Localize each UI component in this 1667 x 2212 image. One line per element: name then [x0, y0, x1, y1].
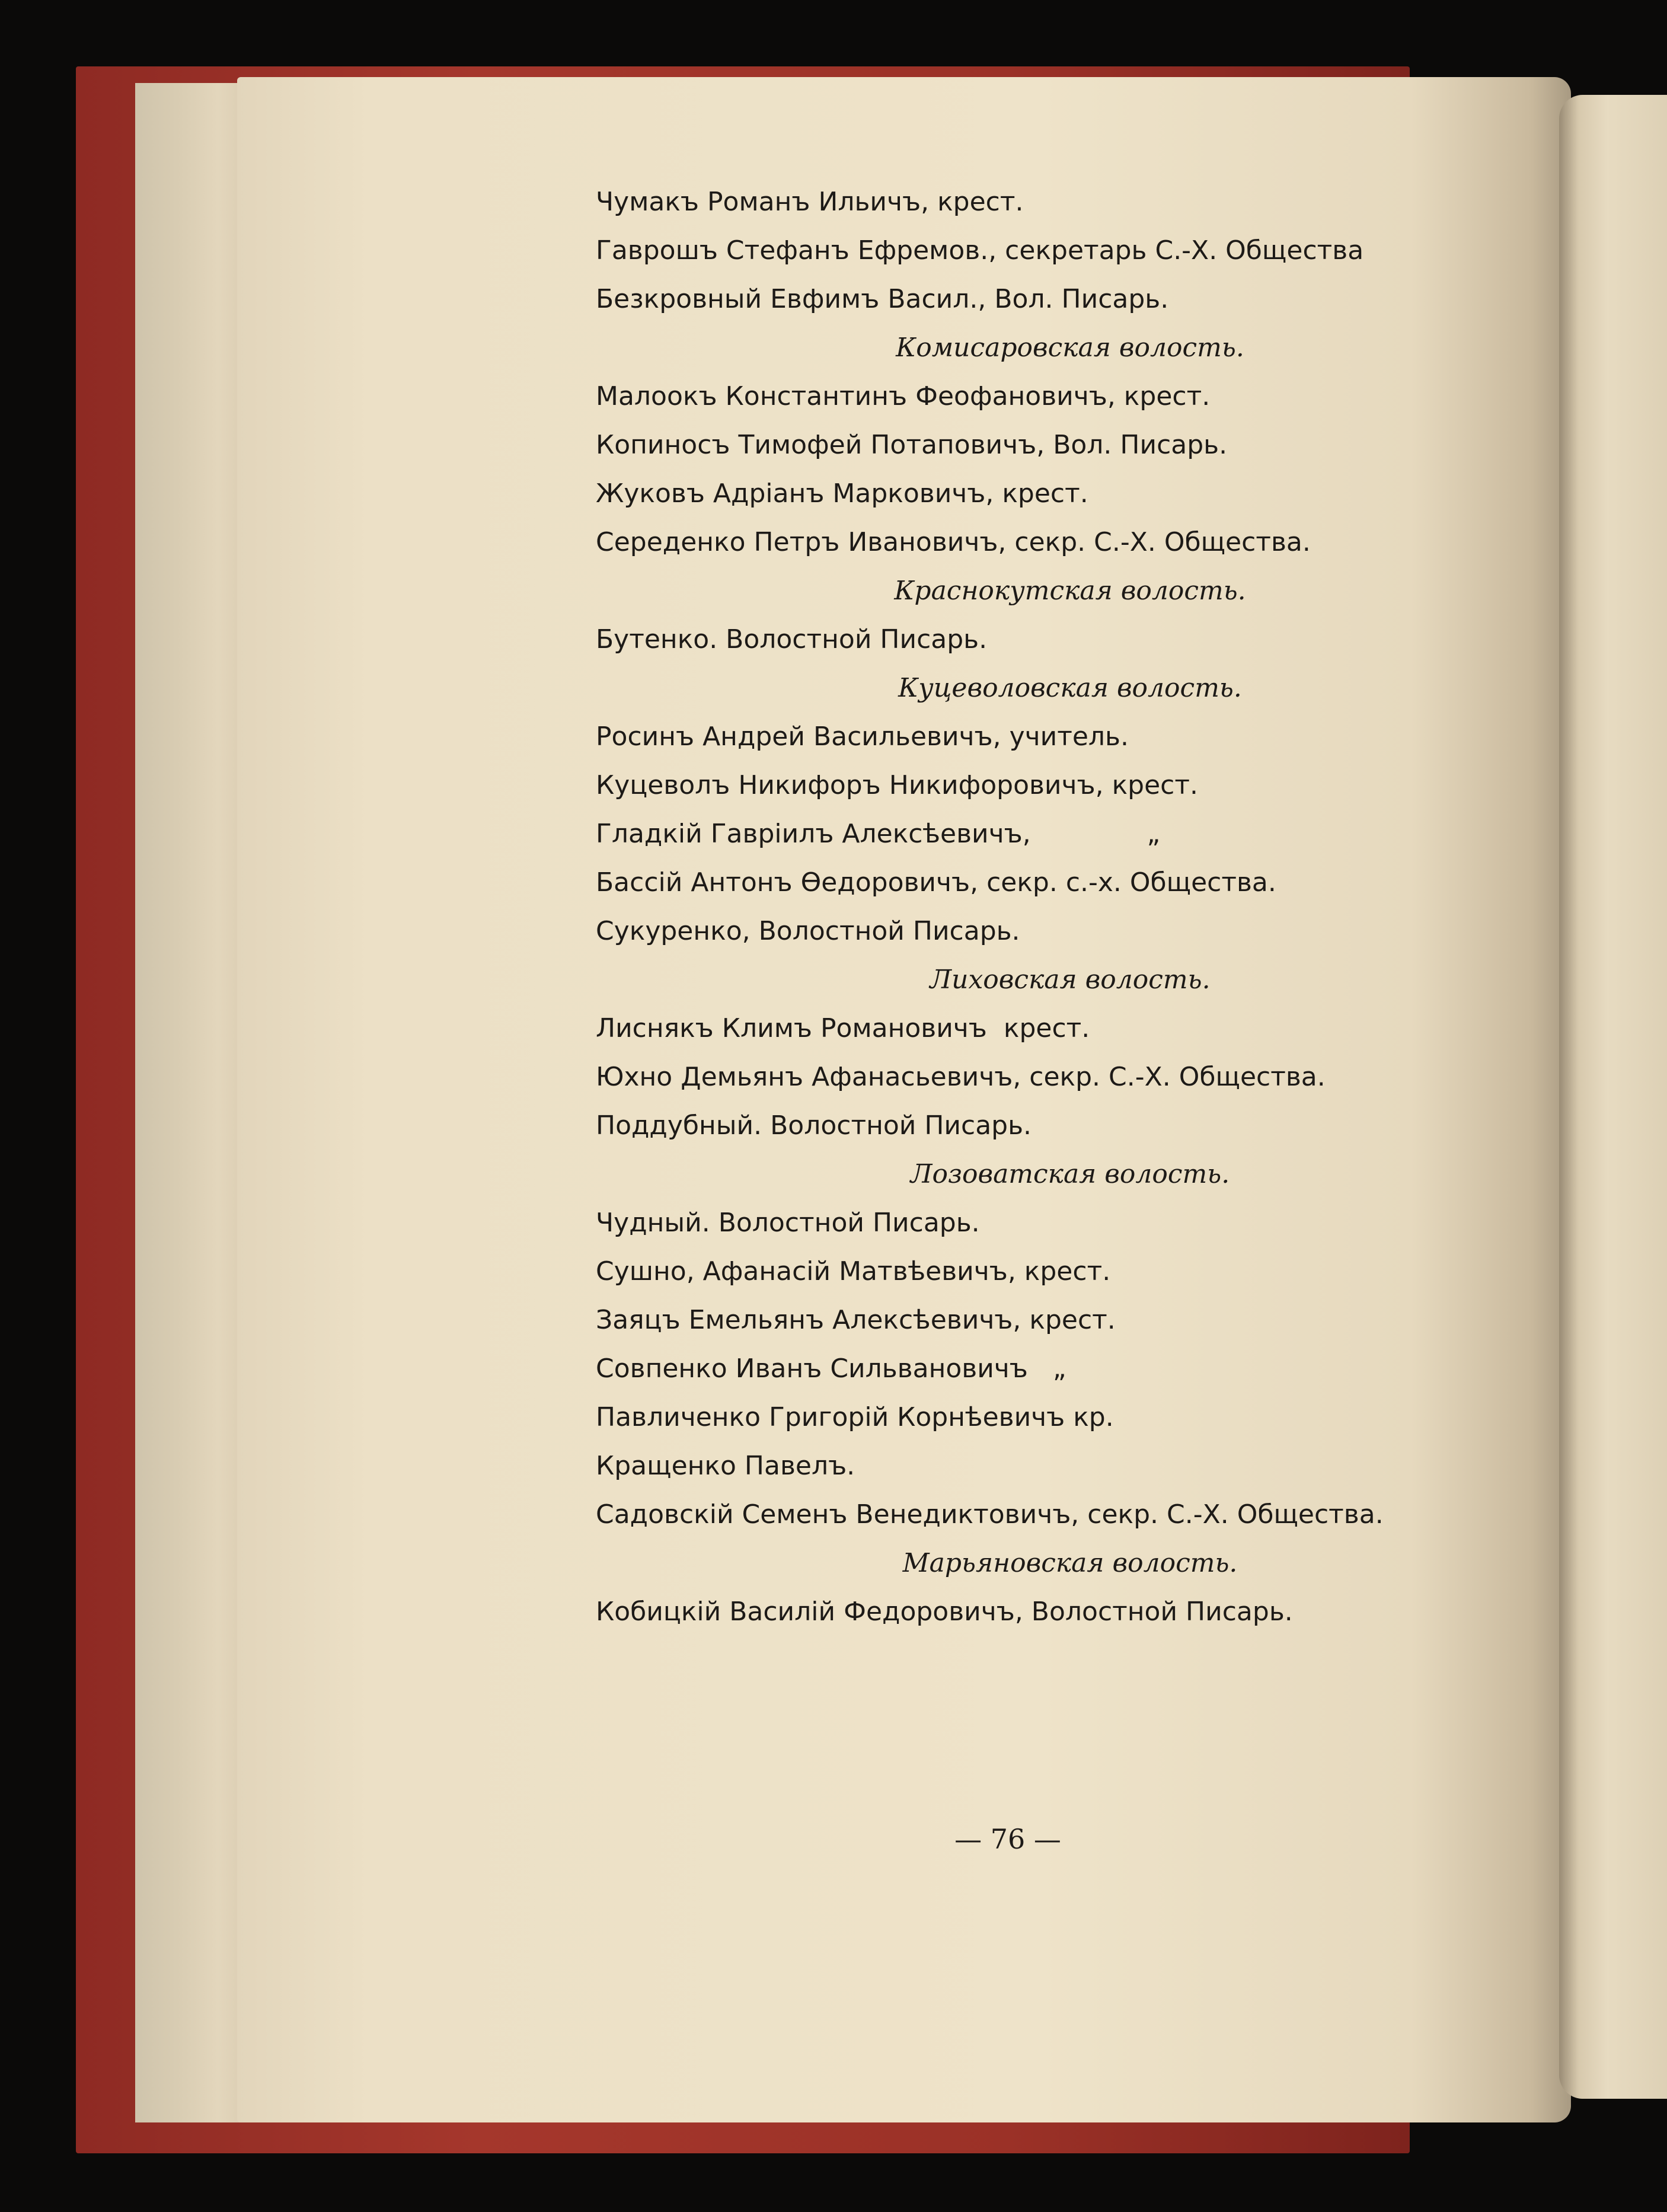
- list-entry: Заяцъ Емельянъ Алексѣевичъ, крест.: [596, 1305, 1116, 1335]
- list-entry: Павличенко Григорій Корнѣевичъ кр.: [596, 1402, 1114, 1432]
- section-heading: Краснокутская волость.: [894, 576, 1246, 606]
- list-entry: Куцеволъ Никифоръ Никифоровичъ, крест.: [596, 770, 1198, 800]
- section-heading: Марьяновская волость.: [902, 1548, 1238, 1578]
- section-heading: Комисаровская волость.: [896, 333, 1244, 363]
- list-entry: Малоокъ Константинъ Феофановичъ, крест.: [596, 381, 1211, 411]
- list-entry: Гаврошъ Стефанъ Ефремов., секретарь С.-Х. Общества: [596, 235, 1364, 266]
- list-entry: Совпенко Иванъ Сильвановичъ „: [596, 1354, 1066, 1384]
- list-entry: Бутенко. Волостной Писарь.: [596, 624, 988, 655]
- list-entry: Чудный. Волостной Писарь.: [596, 1208, 980, 1238]
- list-entry: Кобицкій Василій Федоровичъ, Волостной Писарь.: [596, 1597, 1293, 1627]
- list-entry: Середенко Петръ Ивановичъ, секр. С.-Х. Общества.: [596, 527, 1311, 557]
- list-entry: Юхно Демьянъ Афанасьевичъ, секр. С.-Х. Общества.: [596, 1062, 1326, 1092]
- section-heading: Куцеволовская волость.: [898, 673, 1242, 703]
- list-entry: Садовскій Семенъ Венедиктовичъ, секр. С.-Х. Общества.: [596, 1499, 1384, 1530]
- list-entry: Росинъ Андрей Васильевичъ, учитель.: [596, 722, 1129, 752]
- list-entry: Чумакъ Романъ Ильичъ, крест.: [596, 187, 1024, 217]
- list-entry: Поддубный. Волостной Писарь.: [596, 1110, 1032, 1141]
- facing-page-edge: [1559, 95, 1667, 2099]
- section-heading: Лиховская волость.: [930, 965, 1211, 995]
- list-entry: Бассій Антонъ Өедоровичъ, секр. с.-х. Общества.: [596, 867, 1276, 898]
- page-text: [596, 178, 1467, 1636]
- page-number: — 76 —: [954, 1823, 1061, 1855]
- page-edges: [135, 83, 254, 2122]
- list-entry: Жуковъ Адріанъ Марковичъ, крест.: [596, 478, 1088, 509]
- list-entry: Гладкій Гавріилъ Алексѣевичъ, „: [596, 819, 1161, 849]
- list-entry: Кращенко Павелъ.: [596, 1451, 855, 1481]
- list-entry: Сукуренко, Волостной Писарь.: [596, 916, 1020, 946]
- list-entry: Копиносъ Тимофей Потаповичъ, Вол. Писарь.: [596, 430, 1228, 460]
- list-entry: Лиснякъ Климъ Романовичъ крест.: [596, 1013, 1090, 1043]
- section-heading: Лозоватская волость.: [910, 1159, 1230, 1189]
- list-entry: Сушно, Афанасій Матвѣевичъ, крест.: [596, 1256, 1111, 1287]
- list-entry: Безкровный Евфимъ Васил., Вол. Писарь.: [596, 284, 1169, 314]
